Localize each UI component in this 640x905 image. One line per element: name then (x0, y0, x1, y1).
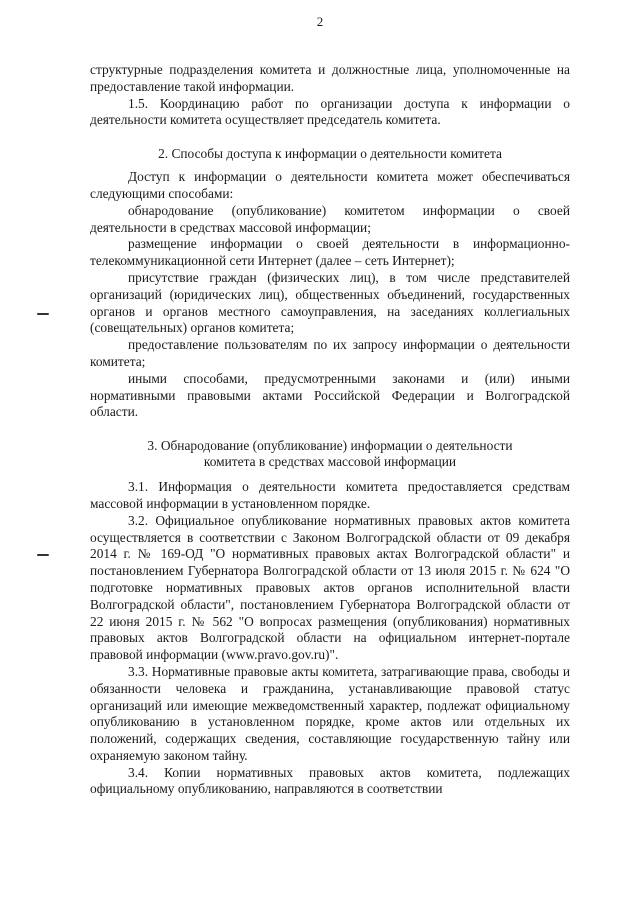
paragraph: 3.3. Нормативные правовые акты комитета, затрагивающие права, свободы и обязанности человека и гражданина, устанавливающие правовой статус организаций или имеющие межведомственный характер, подлежат официальному опубликованию в установленном порядке, кроме актов или отдельных их положений, содержащих сведения, составляющие государственную тайну или охраняемую законом тайну. (90, 663, 570, 763)
paragraph: 3.4. Копии нормативных правовых актов комитета, подлежащих официальному опубликованию, направляются в соответствии (90, 764, 570, 797)
paragraph: обнародование (опубликование) комитетом информации о своей деятельности в средствах массовой информации; (90, 202, 570, 235)
section-heading (90, 438, 570, 470)
paragraph: иными способами, предусмотренными законами и (или) иными нормативными правовыми актами Российской Федерации и Волгоградской области. (90, 370, 570, 420)
paragraph: 3.1. Информация о деятельности комитета предоставляется средствам массовой информации в установленном порядке. (90, 479, 570, 511)
page-number: 2 (316, 14, 324, 29)
paragraph: предоставление пользователям по их запросу информации о деятельности комитета; (90, 337, 570, 369)
paragraph: присутствие граждан (физических лиц), в том числе представителей организаций (юридических лиц), общественных объединений, государственных органов и органов местного самоуправления, на заседаниях коллегиальных (совещательных) органов комитета; (90, 269, 570, 336)
section-heading-line: 2. Способы доступа к информации о деятельности комитета (158, 146, 502, 162)
paragraph: 1.5. Координацию работ по организации доступа к информации о деятельности комитета осуществляет председатель комитета. (90, 95, 570, 128)
paragraph: Доступ к информации о деятельности комитета может обеспечиваться следующими способами: (90, 169, 570, 201)
margin-mark (37, 313, 49, 315)
document-body (90, 62, 570, 798)
paragraph: структурные подразделения комитета и должностные лица, уполномоченные на предоставление такой информации. (90, 62, 570, 94)
section-heading-line: 3. Обнародование (опубликование) информации о деятельности (147, 438, 513, 454)
margin-mark (37, 554, 49, 556)
paragraph: 3.2. Официальное опубликование нормативных правовых актов комитета осуществляется в соответствии с Законом Волгоградской области от 09 декабря 2014 г. № 169-ОД "О нормативных правовых актах Волгоградской области" и постановлением Губернатора Волгоградской области от 13 июля 2015 г. № 624 "О подготовке нормативных правовых актов органов исполнительной власти Волгоградской области", постановлением Губернатора Волгоградской области от 22 июня 2015 г. № 562 "О вопросах размещения (опубликования) нормативных правовых актов Волгоградской области на официальном интернет-портале правовой информации (www.pravo.gov.ru)". (90, 512, 570, 663)
section-heading (90, 146, 570, 162)
paragraph: размещение информации о своей деятельности в информационно-телекоммуникационной сети Интернет (далее – сеть Интернет); (90, 236, 570, 269)
section-heading-line: комитета в средствах массовой информации (203, 454, 457, 470)
